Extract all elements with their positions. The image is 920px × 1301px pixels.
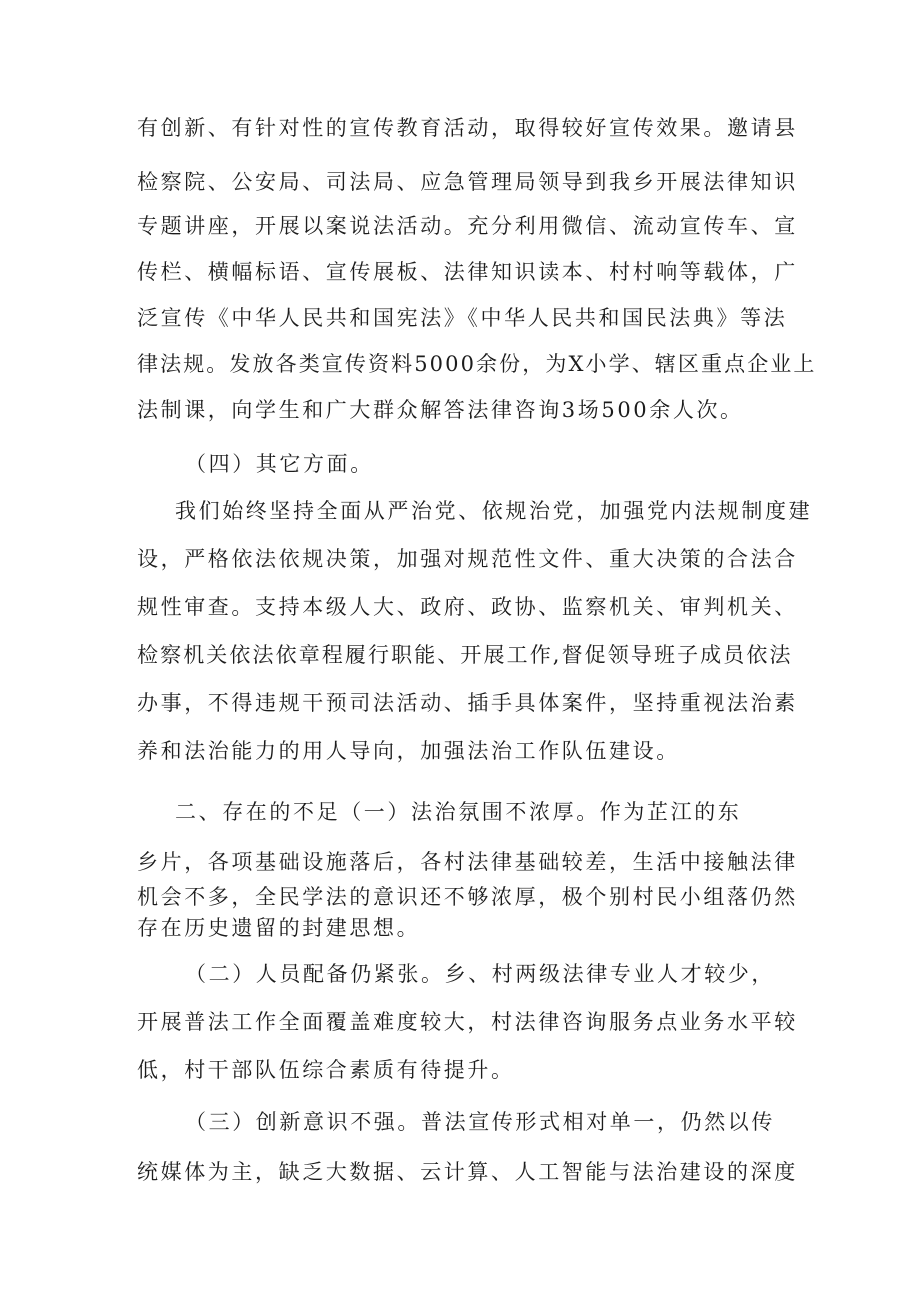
body-line: 统媒体为主，缺乏大数据、云计算、人工智能与法治建设的深度 [137,1160,798,1184]
body-line: 养和法治能力的用人导向，加强法治工作队伍建设。 [137,739,680,763]
body-line: 低，村干部队伍综合素质有待提升。 [137,1058,515,1082]
body-line: 检察院、公安局、司法局、应急管理局领导到我乡开展法律知识 [137,170,798,194]
body-line: 我们始终坚持全面从严治党、依规治党，加强党内法规制度建 [175,499,813,523]
body-line: 机会不多，全民学法的意识还不够浓厚，极个别村民小组落仍然 [137,885,798,909]
body-line: （二）人员配备仍紧张。乡、村两级法律专业人才较少， [185,962,775,986]
body-line: 有创新、有针对性的宣传教育活动，取得较好宣传效果。邀请县 [137,116,798,140]
body-line: （三）创新意识不强。普法宣传形式相对单一，仍然以传 [185,1110,775,1134]
section-heading: 二、存在的不足（一）法治氛围不浓厚。作为芷江的东 [175,800,742,824]
body-line: 存在历史遗留的封建思想。 [137,916,421,940]
section-heading: （四）其它方面。 [185,452,374,476]
body-line: 规性审查。支持本级人大、政府、政协、监察机关、审判机关、 [137,595,798,619]
body-line: 法制课，向学生和广大群众解答法律咨询3场500余人次。 [137,398,744,422]
body-line: 泛宣传《中华人民共和国宪法》《中华人民共和国民法典》等法 [137,306,788,330]
body-line: 传栏、横幅标语、宣传展板、法律知识读本、村村响等载体，广 [137,260,798,284]
body-line: 开展普法工作全面覆盖难度较大，村法律咨询服务点业务水平较 [137,1010,798,1034]
body-line: 设，严格依法依规决策，加强对规范性文件、重大决策的合法合 [137,547,798,571]
body-line: 乡片，各项基础设施落后，各村法律基础较差，生活中接触法律 [137,850,798,874]
body-line: 检察机关依法依章程履行职能、开展工作,督促领导班子成员依法 [137,643,793,667]
body-line: 办事，不得违规干预司法活动、插手具体案件，坚持重视法治素 [137,691,798,715]
body-line: 专题讲座，开展以案说法活动。充分利用微信、流动宣传车、宣 [137,214,798,238]
body-line: 律法规。发放各类宣传资料5000余份，为X小学、辖区重点企业上 [137,352,817,376]
